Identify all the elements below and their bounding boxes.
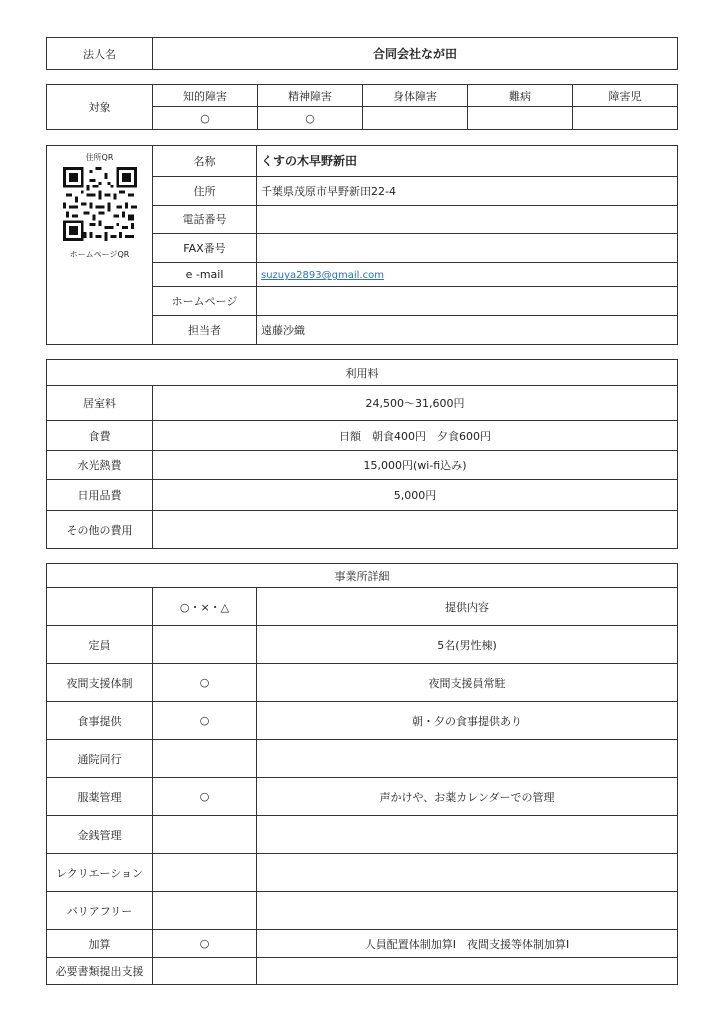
target-mark <box>363 107 468 130</box>
corp-label: 法人名 <box>47 38 153 70</box>
fees-title: 利用料 <box>47 360 678 386</box>
target-mark <box>573 107 678 130</box>
corp-name: 合同会社なが田 <box>153 38 678 70</box>
facility-fax-label: FAX番号 <box>153 234 257 263</box>
fee-label: 水光熱費 <box>47 451 153 480</box>
detail-label: バリアフリー <box>47 892 153 930</box>
detail-content: 5名(男性棟) <box>257 626 678 664</box>
detail-label: レクリエーション <box>47 854 153 892</box>
fee-value: 5,000円 <box>153 480 678 511</box>
facility-address: 千葉県茂原市早野新田22-4 <box>257 176 678 205</box>
detail-label: 定員 <box>47 626 153 664</box>
facility-table <box>46 145 678 345</box>
detail-mark <box>153 816 257 854</box>
fee-label: 食費 <box>47 421 153 451</box>
detail-label: 必要書類提出支援 <box>47 958 153 985</box>
qr-code-icon <box>63 167 137 241</box>
fee-value <box>153 511 678 549</box>
details-col-content: 提供内容 <box>257 588 678 626</box>
details-title: 事業所詳細 <box>47 564 678 588</box>
detail-content: 人員配置体制加算Ⅰ 夜間支援等体制加算Ⅰ <box>257 930 678 958</box>
detail-mark: ○ <box>153 930 257 958</box>
target-category: 障害児 <box>573 85 678 107</box>
qr-homepage-label: ホームページQR <box>69 250 130 259</box>
target-category: 精神障害 <box>258 85 363 107</box>
fees-table <box>46 359 678 549</box>
details-table <box>46 563 678 985</box>
facility-contact-label: 担当者 <box>153 316 257 345</box>
detail-mark <box>153 958 257 985</box>
facility-name: くすの木早野新田 <box>257 146 678 177</box>
facility-address-label: 住所 <box>153 176 257 205</box>
detail-content <box>257 892 678 930</box>
detail-mark: ○ <box>153 664 257 702</box>
details-col-mark: ○・×・△ <box>153 588 257 626</box>
detail-content <box>257 740 678 778</box>
detail-content: 朝・夕の食事提供あり <box>257 702 678 740</box>
target-mark: ○ <box>258 107 363 130</box>
detail-label: 夜間支援体制 <box>47 664 153 702</box>
target-category: 難病 <box>468 85 573 107</box>
detail-content <box>257 854 678 892</box>
email-link[interactable]: suzuya2893@gmail.com <box>261 270 384 282</box>
detail-content: 声かけや、お薬カレンダーでの管理 <box>257 778 678 816</box>
detail-label: 加算 <box>47 930 153 958</box>
target-mark <box>468 107 573 130</box>
corp-table <box>46 37 678 70</box>
detail-content <box>257 958 678 985</box>
fee-label: 日用品費 <box>47 480 153 511</box>
detail-mark <box>153 892 257 930</box>
target-category: 知的障害 <box>153 85 258 107</box>
detail-mark: ○ <box>153 702 257 740</box>
detail-mark <box>153 626 257 664</box>
facility-homepage <box>257 287 678 316</box>
target-mark: ○ <box>153 107 258 130</box>
detail-mark: ○ <box>153 778 257 816</box>
facility-homepage-label: ホームページ <box>153 287 257 316</box>
facility-contact: 遠藤沙織 <box>257 316 678 345</box>
detail-label: 金銭管理 <box>47 816 153 854</box>
detail-content <box>257 816 678 854</box>
detail-mark <box>153 740 257 778</box>
facility-email-label: e -mail <box>153 263 257 287</box>
detail-label: 食事提供 <box>47 702 153 740</box>
target-label: 対象 <box>47 85 153 130</box>
facility-phone <box>257 205 678 234</box>
target-table <box>46 84 678 130</box>
facility-phone-label: 電話番号 <box>153 205 257 234</box>
qr-cell <box>47 146 153 345</box>
fee-value: 24,500～31,600円 <box>153 386 678 421</box>
detail-label: 通院同行 <box>47 740 153 778</box>
fee-label: その他の費用 <box>47 511 153 549</box>
detail-content: 夜間支援員常駐 <box>257 664 678 702</box>
fee-label: 居室料 <box>47 386 153 421</box>
detail-mark <box>153 854 257 892</box>
qr-address-label: 住所QR <box>85 153 114 162</box>
fee-value: 日額 朝食400円 夕食600円 <box>153 421 678 451</box>
target-category: 身体障害 <box>363 85 468 107</box>
facility-email-cell <box>257 263 678 287</box>
details-header-blank <box>47 588 153 626</box>
facility-name-label: 名称 <box>153 146 257 177</box>
detail-label: 服薬管理 <box>47 778 153 816</box>
fee-value: 15,000円(wi-fi込み) <box>153 451 678 480</box>
facility-fax <box>257 234 678 263</box>
